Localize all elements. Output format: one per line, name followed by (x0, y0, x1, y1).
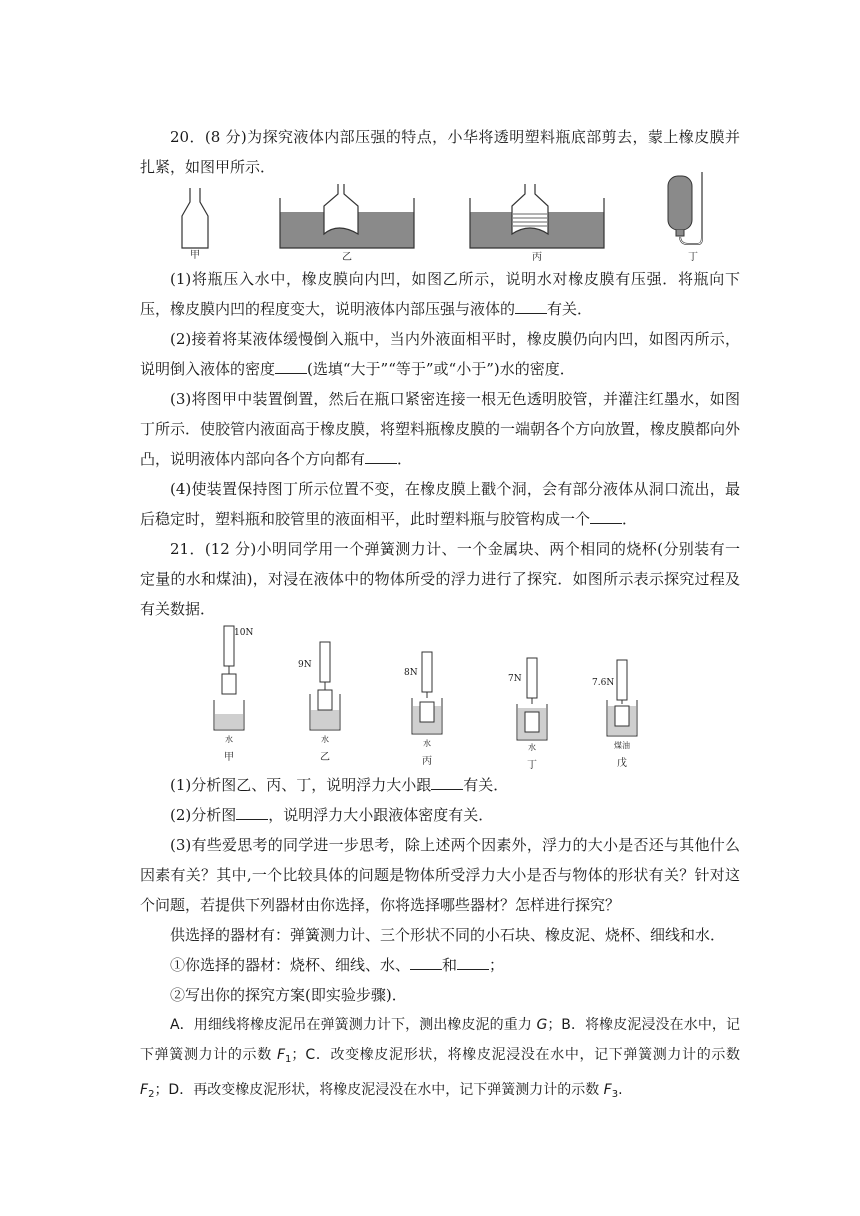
q21-choice (140, 950, 740, 980)
reading-wu: 7.6N (592, 678, 615, 688)
fig21-label-ding: 丁 (527, 760, 537, 771)
q21-part1 (140, 770, 740, 800)
bottle-jia (182, 188, 208, 248)
liquid-jia: 水 (225, 735, 233, 744)
q21-intro: 21．(12 分)小明同学用一个弹簧测力计、一个金属块、两个相同的烧杯(分别装有一定量的水和煤油)，对浸在液体中的物体所受的浮力进行了探究．如图所示表示探究过程及有关数据． (140, 540, 740, 618)
q20-blank-2 (275, 357, 307, 374)
bottle-ding (668, 172, 702, 244)
liquid-bing: 水 (423, 739, 431, 748)
q21-part1-text: (1)分析图乙、丙、丁，说明浮力大小跟 (170, 776, 432, 794)
ans-sub-3: 3 (611, 1089, 619, 1100)
fig-label-ding: 丁 (688, 252, 698, 263)
q21-blank-1 (431, 773, 463, 790)
q21-part2 (140, 800, 740, 830)
liquid-yi: 水 (321, 735, 329, 744)
q21-answer (140, 1010, 740, 1110)
q21-part2-tail: ，说明浮力大小跟液体密度有关． (268, 806, 494, 824)
ans-step-d: ；D．再改变橡皮泥形状，将橡皮泥浸没在水中，记下弹簧测力计的示数 (154, 1082, 604, 1098)
fig21-label-yi: 乙 (320, 752, 330, 763)
fig21-label-wu: 戊 (617, 758, 627, 769)
ans-symbol-g: G (536, 1017, 548, 1033)
q20-figures (170, 172, 730, 264)
q20-part2 (140, 324, 740, 384)
q21-blank-3 (410, 953, 442, 970)
ans-symbol-f1: F (276, 1047, 286, 1063)
tank-bing (470, 184, 604, 248)
q21-part3: (3)有些爱思考的同学进一步思考，除上述两个因素外，浮力的大小是否还与其他什么因素有关？其中,一个比较具体的问题是物体所受浮力大小是否与物体的形状有关？针对这个问题，若提供下列器材由你选择，你将选择哪些器材？怎样进行探究？ (140, 836, 740, 914)
ans-end: . (618, 1082, 623, 1098)
fig-label-jia: 甲 (190, 250, 200, 261)
q21-choice-and: 和 (442, 956, 458, 974)
ans-symbol-f3: F (603, 1082, 612, 1098)
q21-part2-text: (2)分析图 (170, 806, 237, 824)
q21-choice-text: ①你选择的器材：烧杯、细线、水、 (170, 956, 411, 974)
q20-part1 (140, 264, 740, 324)
q21-part1-tail: 有关． (463, 776, 509, 794)
q21-blank-4 (457, 953, 489, 970)
q20-part1-tail: 有关． (547, 300, 593, 318)
reading-yi: 9N (298, 660, 312, 670)
q20-blank-1 (515, 297, 547, 314)
liquid-ding: 水 (528, 743, 536, 752)
liquid-wu: 煤油 (614, 741, 630, 750)
q20-blank-4 (590, 507, 622, 524)
ans-step-c: ；C．改变橡皮泥形状，将橡皮泥浸没在水中，记下弹簧测力计的示数 (291, 1047, 740, 1063)
q20-part3-tail: ． (397, 450, 413, 468)
reading-ding: 7N (508, 674, 522, 684)
q20-part3-text: (3)将图甲中装置倒置，然后在瓶口紧密连接一根无色透明胶管，并灌注红墨水，如图丁所示．使胶管内液面高于橡皮膜，将塑料瓶橡皮膜的一端朝各个方向放置，橡皮膜都向外凸，说明液体内部向各个方向都有 (140, 390, 741, 468)
q20-part4-tail: ． (622, 510, 638, 528)
setup-wu (607, 660, 637, 736)
fig21-label-jia: 甲 (224, 752, 234, 763)
ans-step-a: A．用细线将橡皮泥吊在弹簧测力计下，测出橡皮泥的重力 (170, 1017, 537, 1033)
setup-jia (214, 626, 244, 730)
q20-part1-text: (1)将瓶压入水中，橡皮膜向内凹，如图乙所示，说明水对橡皮膜有压强．将瓶向下压，橡皮膜内凹的程度变大，说明液体内部压强与液体的 (140, 270, 740, 318)
reading-jia: 10N (234, 628, 254, 638)
q20-blank-3 (365, 447, 397, 464)
ans-symbol-f2: F (140, 1082, 149, 1098)
setup-bing (412, 652, 442, 734)
fig21-label-bing: 丙 (422, 756, 432, 767)
q20-part2-tail: (选填“大于”“等于”或“小于”)水的密度． (307, 360, 575, 378)
reading-bing: 8N (404, 668, 418, 678)
q21-plan-prompt: ②写出你的探究方案(即实验步骤)． (170, 986, 407, 1004)
q20-part3 (140, 384, 740, 474)
fig-label-bing: 丙 (532, 252, 542, 263)
q21-materials: 供选择的器材有：弹簧测力计、三个形状不同的小石块、橡皮泥、烧杯、细线和水． (170, 926, 726, 944)
ans-step-b: ；B．将橡皮泥浸没在水中，记下弹簧测力计的示数 (140, 1017, 740, 1063)
q20-part4 (140, 474, 740, 534)
q20-intro: 20．(8 分)为探究液体内部压强的特点，小华将透明塑料瓶底部剪去，蒙上橡皮膜并扎紧，如图甲所示． (140, 128, 740, 176)
ans-sub-2: 2 (148, 1089, 155, 1100)
tank-yi (280, 184, 414, 248)
setup-ding (517, 658, 547, 740)
q20-part4-text: (4)使装置保持图丁所示位置不变，在橡皮膜上戳个洞，会有部分液体从洞口流出，最后稳定时，塑料瓶和胶管里的液面相平，此时塑料瓶与胶管构成一个 (140, 480, 740, 528)
fig-label-yi: 乙 (342, 252, 352, 263)
ans-sub-1: 1 (285, 1054, 292, 1065)
q20-part2-text: (2)接着将某液体缓慢倒入瓶中，当内外液面相平时，橡皮膜仍向内凹，如图丙所示，说明倒入液体的密度 (140, 330, 740, 378)
q21-blank-2 (236, 803, 268, 820)
setup-yi (310, 642, 340, 730)
q21-choice-tail: ； (489, 956, 505, 974)
q21-figures (190, 622, 650, 771)
q20-figures-svg (170, 172, 730, 264)
